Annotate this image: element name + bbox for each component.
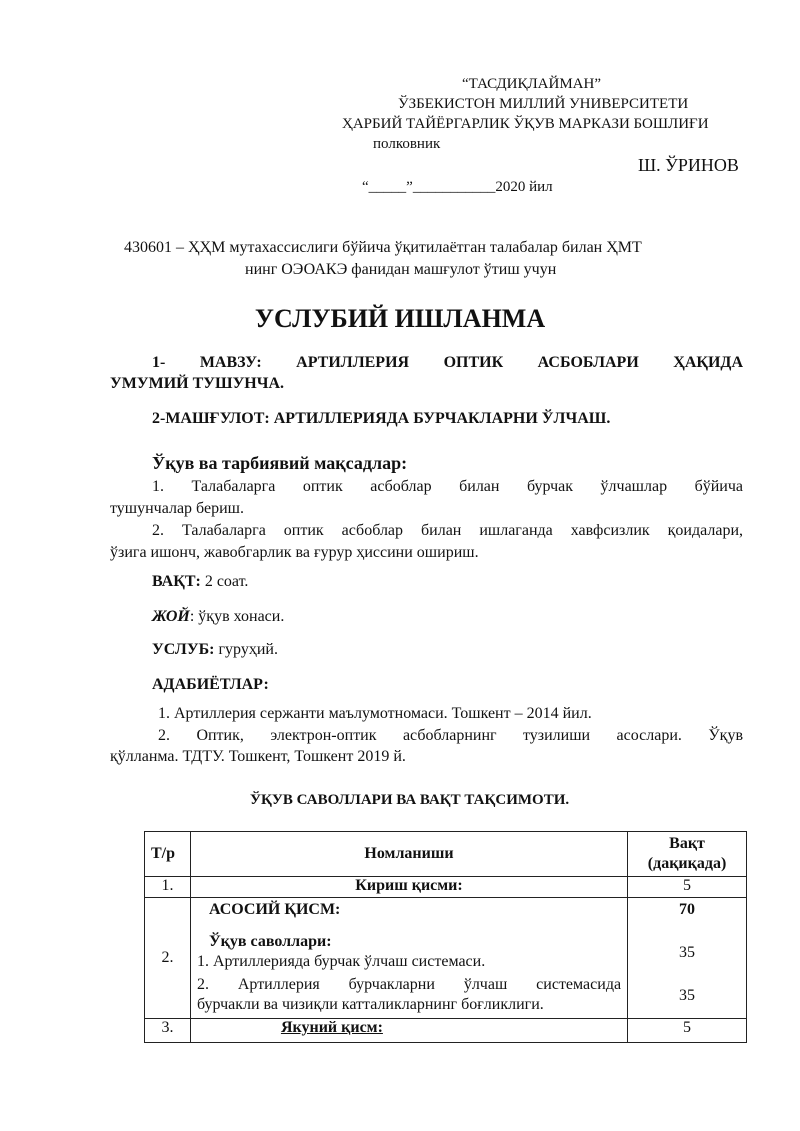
approval-center: ҲАРБИЙ ТАЙЁРГАРЛИК ЎҚУВ МАРКАЗИ БОШЛИҒИ bbox=[342, 116, 709, 132]
row-3-number: 3. bbox=[145, 1019, 191, 1043]
row-1-number: 1. bbox=[145, 877, 191, 898]
topic-line-2: УМУМИЙ ТУШУНЧА. bbox=[110, 375, 285, 392]
row-2-times bbox=[628, 898, 747, 1019]
literature-item-1: 1. Артиллерия сержанти маълумотномаси. Тошкент – 2014 йил. bbox=[158, 705, 592, 722]
approval-university: ЎЗБЕКИСТОН МИЛЛИЙ УНИВЕРСИТЕТИ bbox=[398, 96, 689, 112]
goal-1-line-1: 1. Талабаларга оптик асбоблар билан бурчак ўлчашлар бўйича bbox=[152, 478, 743, 495]
row-2-question-2-time: 35 bbox=[679, 987, 696, 1004]
row-2-main-time: 70 bbox=[679, 901, 696, 918]
header-number: Т/р bbox=[145, 832, 191, 877]
intro-line-1: 430601 – ҲҲМ мутахассислиги бўйича ўқитилаётган талабалар билан ҲМТ bbox=[124, 239, 642, 256]
document-title: УСЛУБИЙ ИШЛАНМА bbox=[254, 304, 546, 333]
table-title: ЎҚУВ САВОЛЛАРИ ВА ВАҚТ ТАҚСИМОТИ. bbox=[250, 792, 570, 808]
method-value: гуруҳий. bbox=[214, 641, 278, 658]
row-3-time: 5 bbox=[628, 1019, 747, 1043]
goals-heading: Ўқув ва тарбиявий мақсадлар: bbox=[152, 453, 408, 473]
row-2-content bbox=[190, 898, 627, 1019]
row-1-time: 5 bbox=[628, 877, 747, 898]
place-row bbox=[152, 608, 284, 626]
approval-date-line: “_____”___________2020 йил bbox=[362, 179, 553, 195]
time-label: ВАҚТ: bbox=[152, 573, 201, 590]
row-3-name bbox=[190, 1019, 627, 1043]
literature-item-2-line-2: қўлланма. ТДТУ. Тошкент, Тошкент 2019 й. bbox=[110, 748, 406, 765]
intro-line-2: нинг ОЭОАКЭ фанидан машғулот ўтиш учун bbox=[245, 261, 557, 278]
header-time bbox=[628, 832, 747, 877]
topic-line-1: 1- МАВЗУ: АРТИЛЛЕРИЯ ОПТИК АСБОБЛАРИ ҲАҚИДА bbox=[152, 354, 743, 371]
time-row bbox=[152, 573, 248, 591]
row-2-number: 2. bbox=[145, 898, 191, 1019]
method-label: УСЛУБ: bbox=[152, 641, 215, 658]
row-2-question-2-line-1: 2. Артиллерия бурчакларни ўлчаш системасида bbox=[196, 976, 622, 993]
header-time-line-1: Вақт bbox=[669, 835, 705, 852]
header-time-line-2: (дақиқада) bbox=[647, 855, 727, 872]
method-row bbox=[152, 641, 278, 659]
row-1-name: Кириш қисми: bbox=[190, 877, 627, 898]
literature-heading: АДАБИЁТЛАР: bbox=[152, 676, 269, 693]
row-2-questions-heading: Ўқув саволлари: bbox=[208, 933, 332, 950]
approval-rank: полковник bbox=[373, 136, 441, 152]
approval-title: “ТАСДИҚЛАЙМАН” bbox=[462, 76, 601, 92]
approval-signer: Ш. ЎРИНОВ bbox=[638, 155, 739, 175]
place-label: ЖОЙ bbox=[152, 608, 190, 625]
literature-item-2-line-1: 2. Оптик, электрон-оптик асбобларнинг тузилиши асослари. Ўқув bbox=[158, 727, 743, 744]
row-2-question-1-time: 35 bbox=[679, 944, 696, 961]
table-row bbox=[145, 898, 747, 1019]
table-row bbox=[145, 877, 747, 898]
lesson-plan-table bbox=[144, 831, 747, 1043]
goal-2-line-2: ўзига ишонч, жавобгарлик ва ғурур ҳиссини ошириш. bbox=[110, 544, 479, 561]
row-2-main: АСОСИЙ ҚИСМ: bbox=[208, 901, 341, 918]
place-value: : ўқув хонаси. bbox=[189, 608, 285, 625]
time-value: 2 соат. bbox=[200, 573, 249, 590]
lesson-title: 2-МАШҒУЛОТ: АРТИЛЛЕРИЯДА БУРЧАКЛАРНИ ЎЛЧАШ. bbox=[152, 410, 611, 427]
row-2-question-2-line-2: бурчакли ва чизиқли катталикларнинг боғликлиги. bbox=[196, 996, 544, 1013]
goal-2-line-1: 2. Талабаларга оптик асбоблар билан ишлаганда хавфсизлик қоидалари, bbox=[152, 522, 743, 539]
header-name: Номланиши bbox=[190, 832, 627, 877]
row-2-question-1: 1. Артиллерияда бурчак ўлчаш системаси. bbox=[196, 953, 486, 970]
row-3-name-text: Якуний қисм: bbox=[280, 1019, 383, 1036]
goal-1-line-2: тушунчалар бериш. bbox=[110, 500, 244, 517]
table-row bbox=[145, 1019, 747, 1043]
table-header-row bbox=[145, 832, 747, 877]
